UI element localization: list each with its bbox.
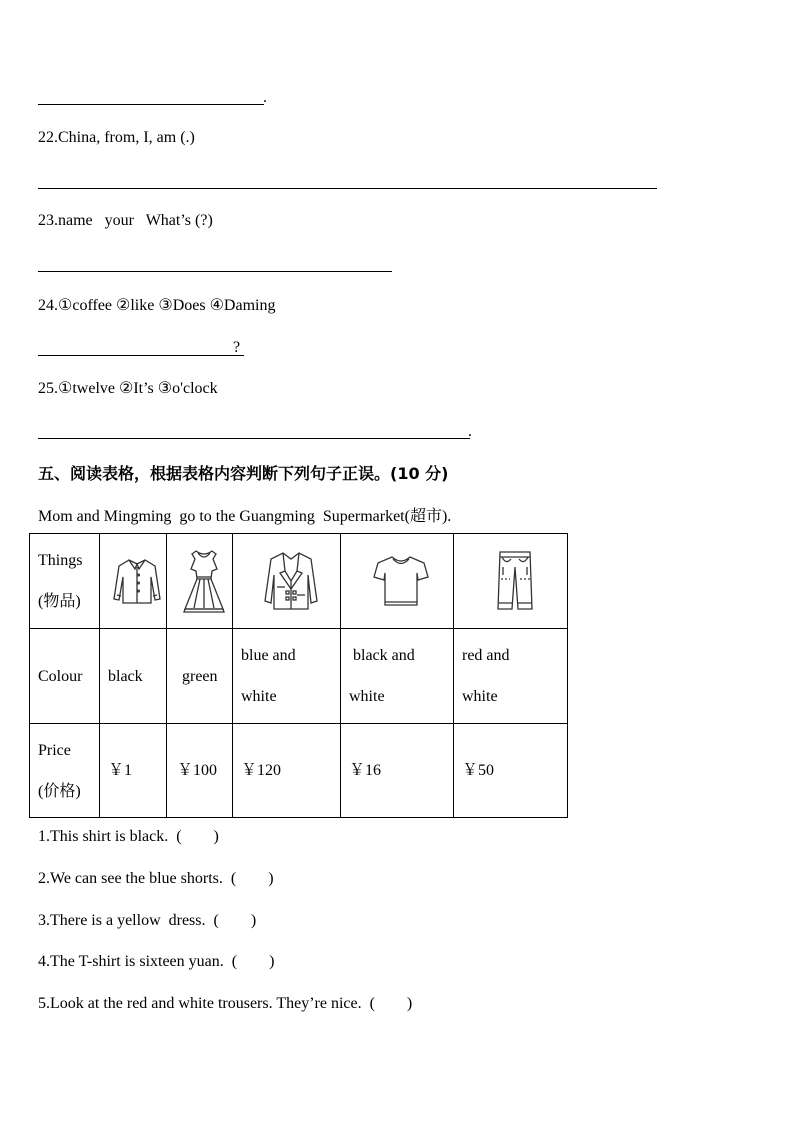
section-5-heading: 五、阅读表格，根据表格内容判断下列句子正误。(10 分): [38, 464, 449, 483]
price-tshirt: ￥16: [341, 724, 454, 818]
answer-line-q21[interactable]: [38, 104, 264, 105]
statement-2[interactable]: 2.We can see the blue shorts. ( ): [38, 870, 274, 887]
price-shirt: ￥1: [100, 724, 167, 818]
tshirt-cell: [341, 534, 454, 629]
colour-row: [30, 629, 568, 724]
colour-header: Colour: [30, 629, 100, 724]
colour-jacket-line2: white: [241, 688, 277, 705]
section-5-intro: Mom and Mingming go to the Guangming Supermarket(超市).: [38, 508, 452, 525]
question-24: 24.①coffee ②like ③Does ④Daming: [38, 297, 276, 314]
colour-dress: green: [167, 629, 233, 724]
answer-line-q22[interactable]: [38, 188, 657, 189]
answer-line-q24[interactable]: [38, 355, 244, 356]
colour-trousers-line2: white: [462, 688, 498, 705]
price-row: [30, 724, 568, 818]
colour-tshirt: [341, 629, 454, 724]
things-header: [30, 534, 100, 629]
price-dress: ￥100: [167, 724, 233, 818]
tshirt-icon: [372, 553, 430, 609]
colour-tshirt-line1: black and: [349, 647, 415, 664]
things-label-cn: (物品): [38, 593, 81, 610]
trousers-cell: [454, 534, 568, 629]
colour-trousers-line1: red and: [462, 647, 510, 664]
jacket-cell: [233, 534, 341, 629]
trousers-icon: [494, 549, 536, 613]
colour-jacket: [233, 629, 341, 724]
question-25: 25.①twelve ②It’s ③o'clock: [38, 380, 218, 397]
shirt-cell: [100, 534, 167, 629]
things-label-en: Things: [38, 552, 83, 569]
items-table: [29, 533, 568, 818]
statement-1[interactable]: 1.This shirt is black. ( ): [38, 828, 219, 845]
things-row: [30, 534, 568, 629]
price-label-en: Price: [38, 741, 71, 759]
colour-jacket-line1: blue and: [241, 647, 296, 664]
colour-shirt: black: [100, 629, 167, 724]
statement-4[interactable]: 4.The T-shirt is sixteen yuan. ( ): [38, 953, 275, 970]
q21-punctuation: .: [263, 89, 267, 106]
question-22: 22.China, from, I, am (.): [38, 129, 195, 146]
answer-line-q23[interactable]: [38, 271, 392, 272]
colour-tshirt-line2: white: [349, 688, 385, 705]
shirt-icon: [111, 555, 163, 607]
price-header: [30, 724, 100, 818]
colour-trousers: [454, 629, 568, 724]
jacket-icon: [261, 549, 321, 613]
price-jacket: ￥120: [233, 724, 341, 818]
answer-line-q25[interactable]: [38, 438, 470, 439]
statement-3[interactable]: 3.There is a yellow dress. ( ): [38, 912, 257, 929]
statement-5[interactable]: 5.Look at the red and white trousers. They’re nice. ( ): [38, 995, 413, 1012]
dress-cell: [167, 534, 233, 629]
price-trousers: ￥50: [454, 724, 568, 818]
q25-punctuation: .: [468, 423, 472, 440]
question-23: 23.name your What’s (?): [38, 212, 213, 229]
price-label-cn: (价格): [38, 782, 81, 800]
dress-icon: [179, 547, 229, 615]
q24-punctuation: ?: [233, 339, 241, 356]
